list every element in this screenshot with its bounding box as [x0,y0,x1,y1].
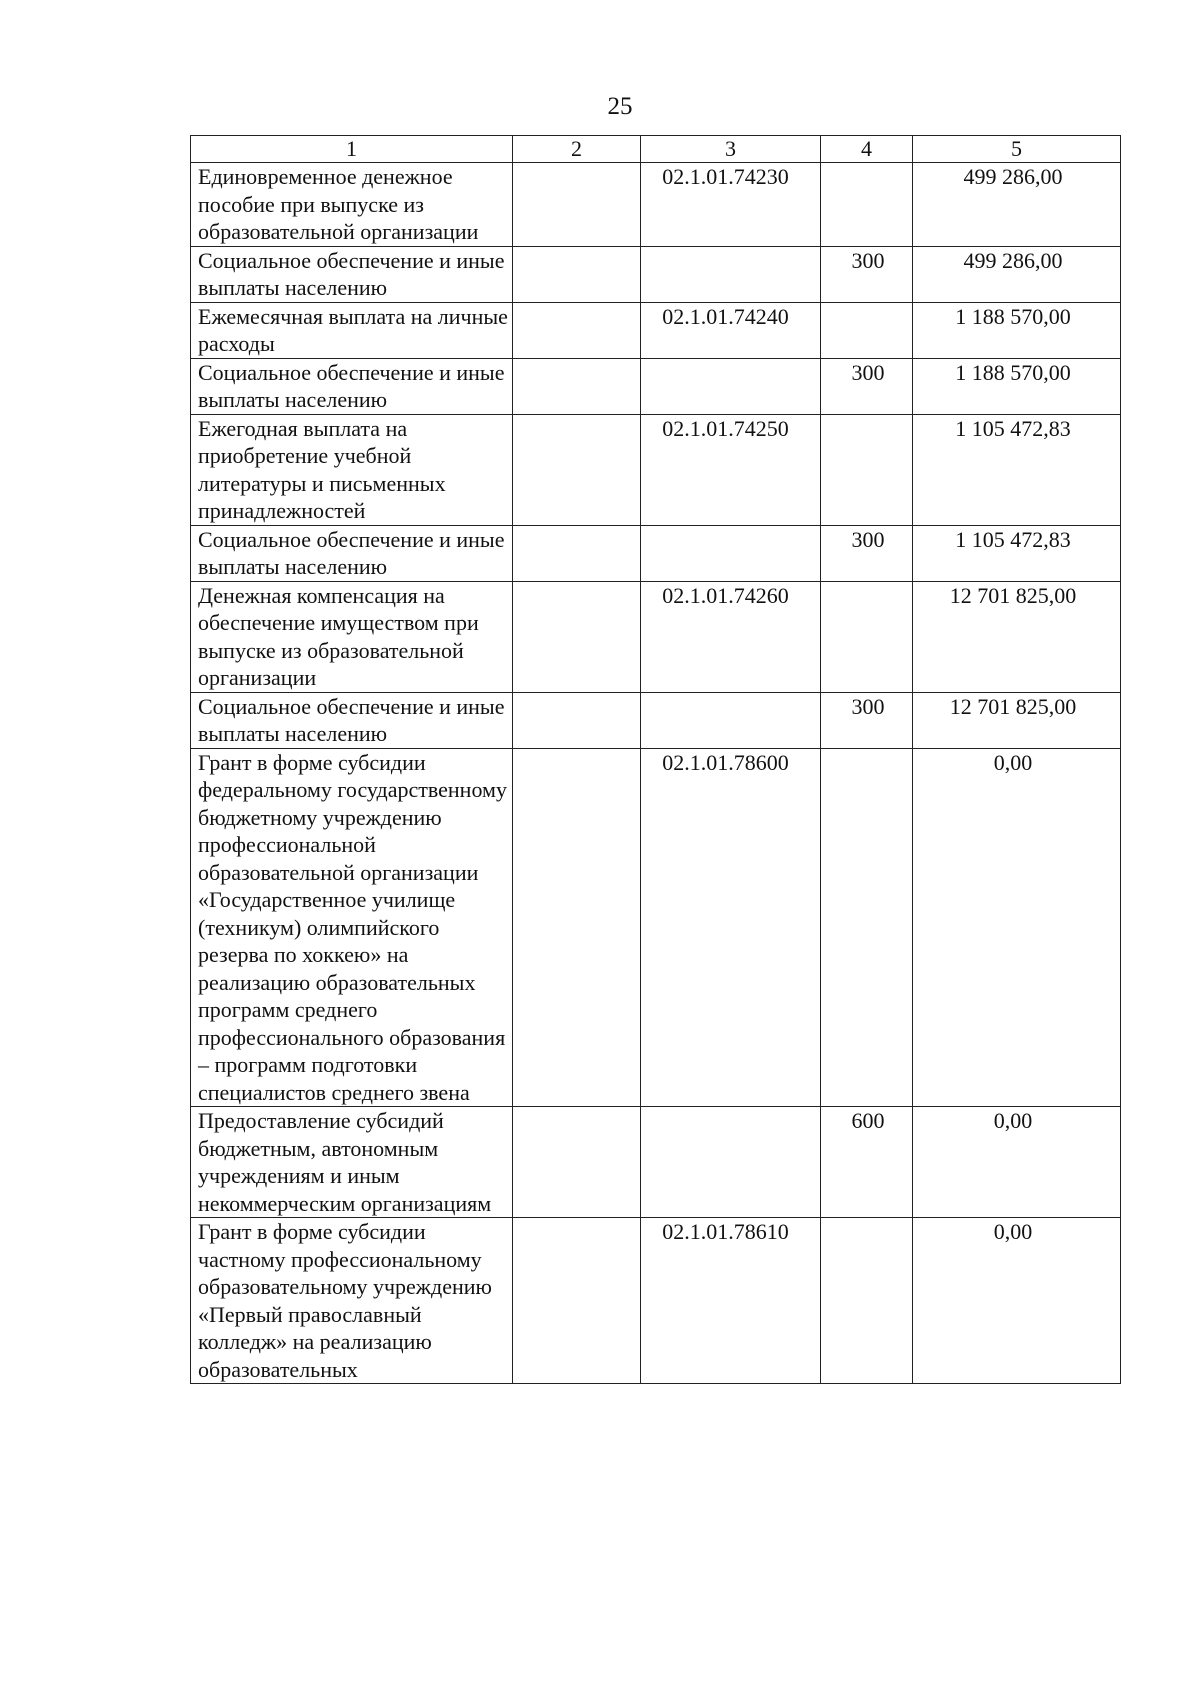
row-code-cell [641,692,821,748]
row-col2-cell [513,525,641,581]
row-col2-cell [513,163,641,247]
row-name-cell: Социальное обеспечение и иные выплаты населению [191,246,513,302]
row-col2-cell [513,414,641,525]
row-code-cell: 02.1.01.78600 [641,748,821,1107]
row-name-cell: Социальное обеспечение и иные выплаты населению [191,358,513,414]
table-row [191,692,1121,748]
row-col2-cell [513,748,641,1107]
row-amount-cell: 499 286,00 [913,163,1121,247]
row-amount-cell: 499 286,00 [913,246,1121,302]
row-type-cell [821,581,913,692]
table-row [191,414,1121,525]
row-code-cell [641,525,821,581]
row-code-cell: 02.1.01.78610 [641,1218,821,1384]
row-type-cell: 600 [821,1107,913,1218]
table-row [191,1218,1121,1384]
table-row [191,1107,1121,1218]
row-name-cell: Социальное обеспечение и иные выплаты населению [191,692,513,748]
row-amount-cell: 0,00 [913,1218,1121,1384]
table-row [191,748,1121,1107]
column-header-4: 4 [821,136,913,163]
row-type-cell: 300 [821,246,913,302]
row-name-cell: Единовременное денежное пособие при выпуске из образовательной организации [191,163,513,247]
row-amount-cell: 1 105 472,83 [913,525,1121,581]
row-name-cell: Денежная компенсация на обеспечение имуществом при выпуске из образовательной организации [191,581,513,692]
row-name-cell: Предоставление субсидий бюджетным, автономным учреждениям и иным некоммерческим организациям [191,1107,513,1218]
budget-table [190,135,1121,1384]
row-code-cell: 02.1.01.74250 [641,414,821,525]
row-amount-cell: 1 105 472,83 [913,414,1121,525]
row-amount-cell: 0,00 [913,748,1121,1107]
table-header-row [191,136,1121,163]
row-type-cell: 300 [821,692,913,748]
row-code-cell: 02.1.01.74230 [641,163,821,247]
row-col2-cell [513,581,641,692]
row-code-cell [641,246,821,302]
row-name-cell: Социальное обеспечение и иные выплаты населению [191,525,513,581]
row-col2-cell [513,358,641,414]
row-type-cell [821,414,913,525]
row-code-cell [641,1107,821,1218]
row-type-cell [821,748,913,1107]
row-col2-cell [513,692,641,748]
table-row [191,581,1121,692]
column-header-5: 5 [913,136,1121,163]
row-name-cell: Грант в форме субсидии федеральному государственному бюджетному учреждению профессиональной образовательной организации «Государственное училище (техникум) олимпийского резерва по хоккею» на реализацию образовательных программ среднего профессионального образования – программ подготовки специалистов среднего звена [191,748,513,1107]
row-amount-cell: 1 188 570,00 [913,358,1121,414]
column-header-1: 1 [191,136,513,163]
row-col2-cell [513,302,641,358]
row-code-cell [641,358,821,414]
row-amount-cell: 0,00 [913,1107,1121,1218]
table-row [191,358,1121,414]
table-row [191,525,1121,581]
table-row [191,163,1121,247]
row-type-cell: 300 [821,525,913,581]
row-col2-cell [513,246,641,302]
row-name-cell: Грант в форме субсидии частному профессиональному образовательному учреждению «Первый православный колледж» на реализацию образовательных [191,1218,513,1384]
row-amount-cell: 12 701 825,00 [913,581,1121,692]
row-name-cell: Ежегодная выплата на приобретение учебной литературы и письменных принадлежностей [191,414,513,525]
row-type-cell: 300 [821,358,913,414]
table-row [191,302,1121,358]
row-code-cell: 02.1.01.74260 [641,581,821,692]
row-type-cell [821,302,913,358]
row-amount-cell: 12 701 825,00 [913,692,1121,748]
page-number: 25 [607,93,633,120]
column-header-3: 3 [641,136,821,163]
table-row [191,246,1121,302]
row-type-cell [821,163,913,247]
row-type-cell [821,1218,913,1384]
row-code-cell: 02.1.01.74240 [641,302,821,358]
row-col2-cell [513,1107,641,1218]
row-name-cell: Ежемесячная выплата на личные расходы [191,302,513,358]
row-amount-cell: 1 188 570,00 [913,302,1121,358]
column-header-2: 2 [513,136,641,163]
row-col2-cell [513,1218,641,1384]
